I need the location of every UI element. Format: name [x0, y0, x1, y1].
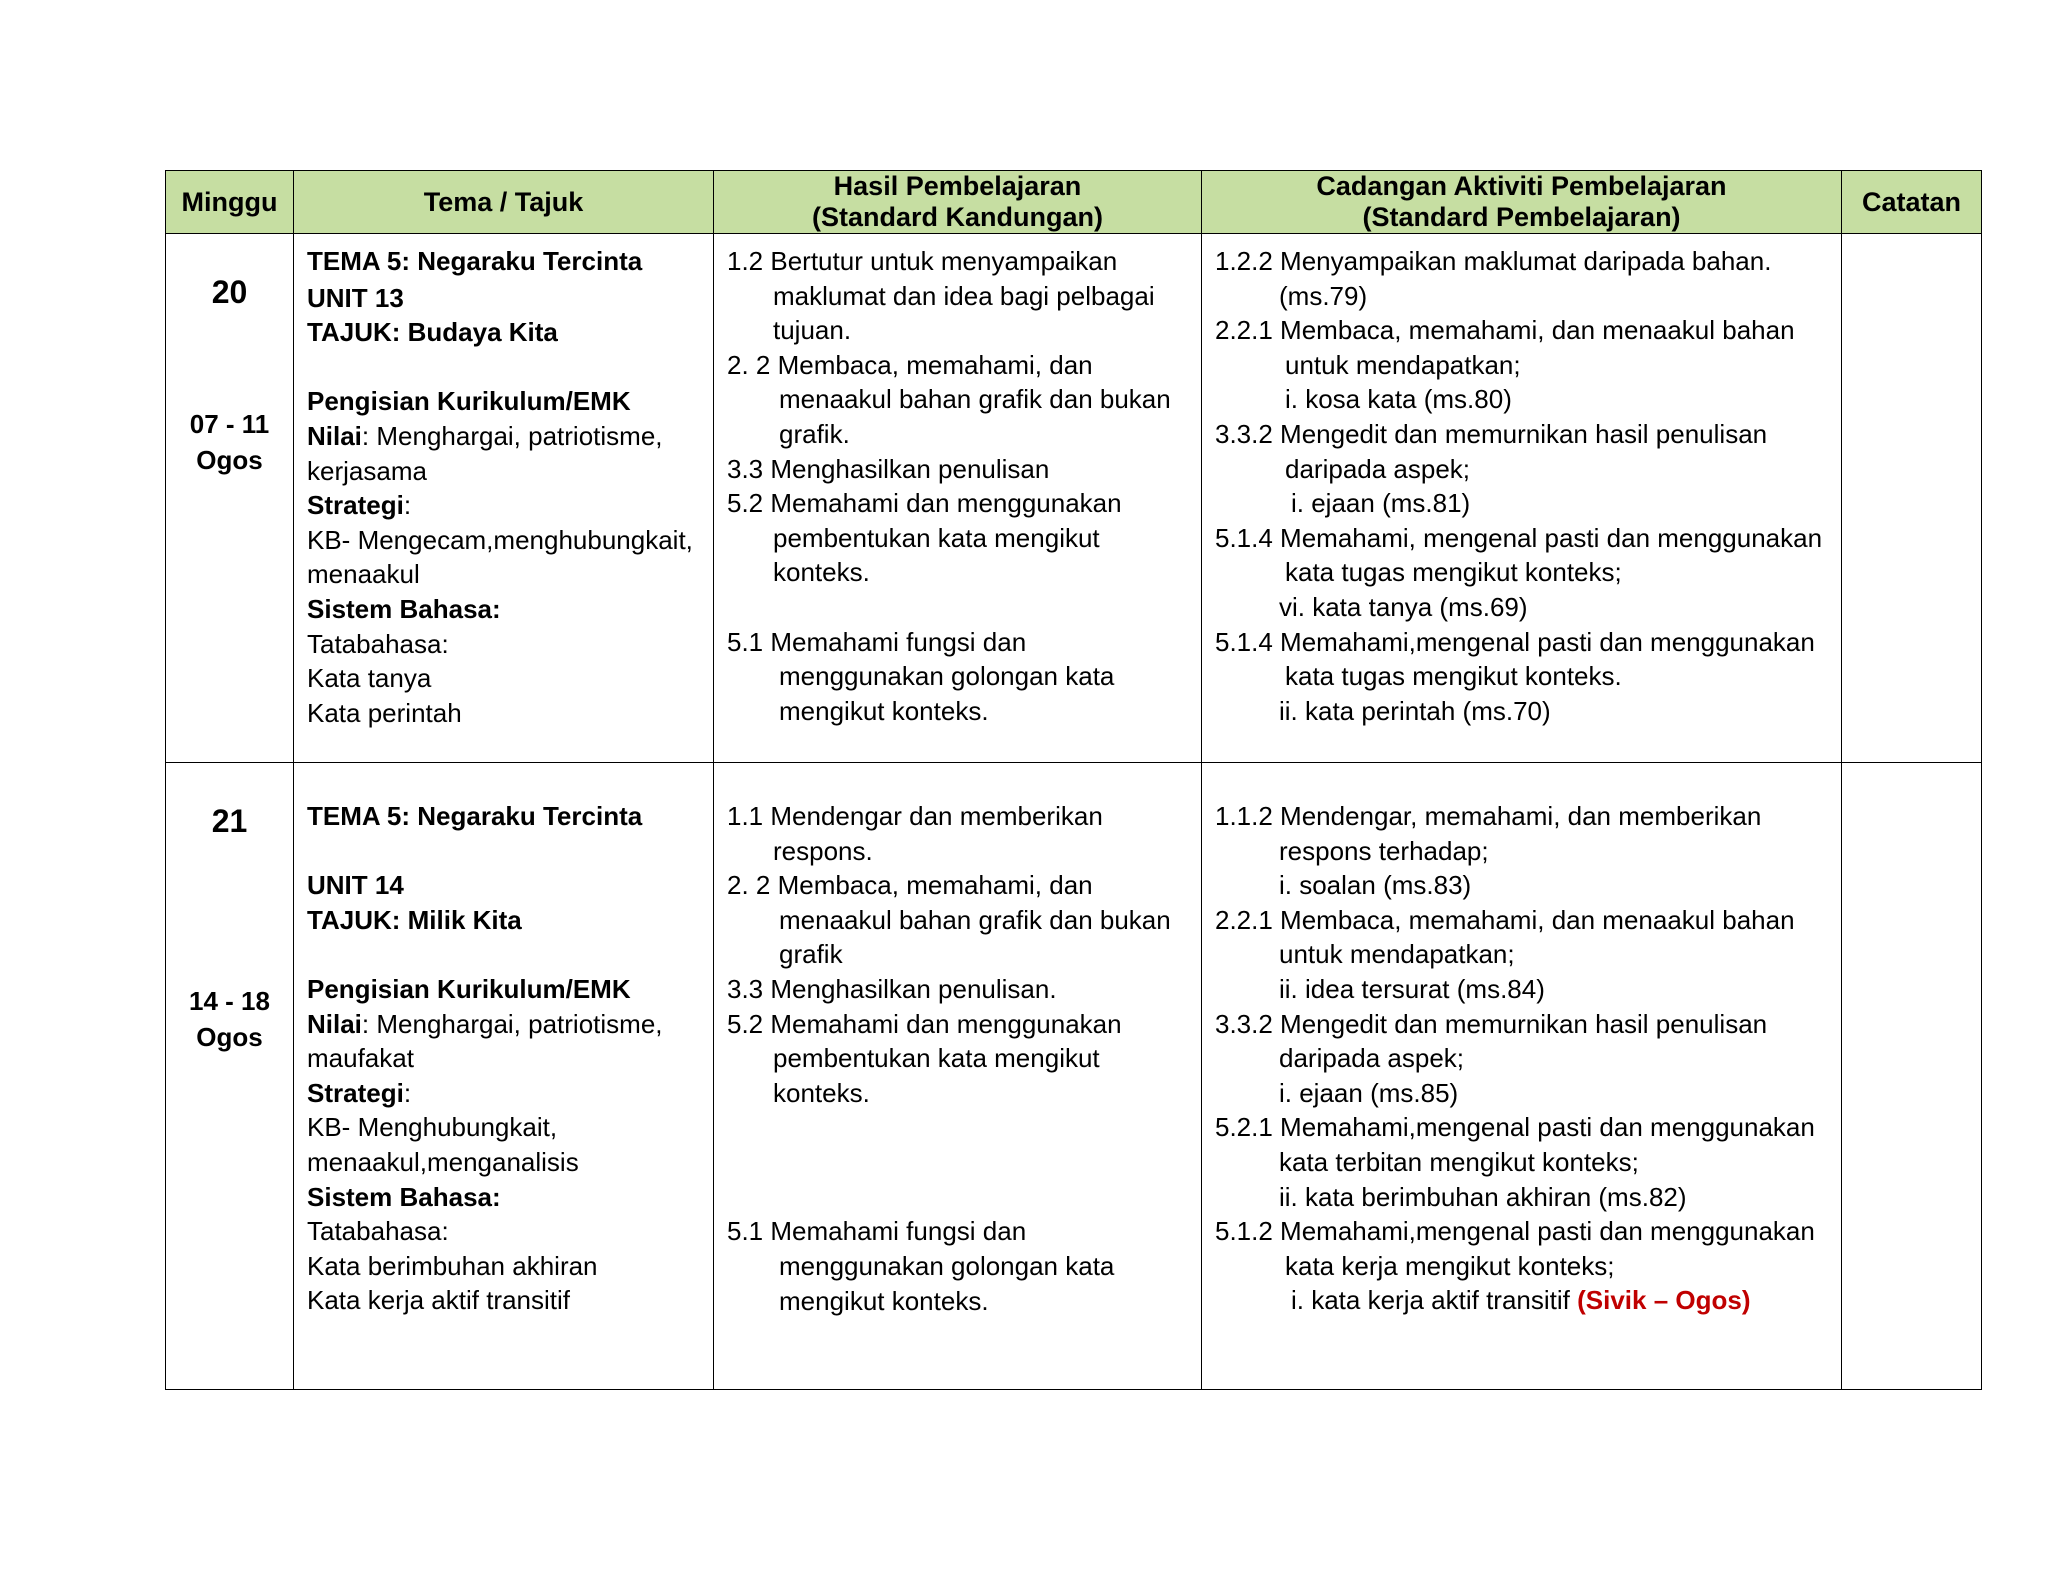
sistem-bahasa-label: Sistem Bahasa: — [307, 593, 501, 624]
cadangan-line: daripada aspek; — [1279, 1043, 1465, 1074]
cadangan-cell — [1202, 763, 1842, 1390]
strategi-values: KB- Mengecam,menghubungkait, — [307, 524, 693, 555]
tatabahasa-item: Kata tanya — [307, 663, 432, 694]
tajuk-label: TAJUK: Budaya Kita — [307, 317, 558, 348]
hasil-line: 1.2 Bertutur untuk menyampaikan — [727, 246, 1118, 276]
strategi-label: Strategi — [307, 1077, 404, 1108]
week-number: 20 — [211, 274, 248, 310]
hasil-line: pembentukan kata mengikut — [773, 522, 1100, 553]
hasil-line: 5.1 Memahami fungsi dan — [727, 626, 1027, 657]
tajuk-label: TAJUK: Milik Kita — [307, 904, 522, 935]
cadangan-line: vi. kata tanya (ms.69) — [1279, 591, 1528, 622]
tema-cell — [294, 763, 714, 1390]
cadangan-line: 2.2.1 Membaca, memahami, dan menaakul bahan — [1215, 904, 1795, 935]
hasil-line: menaakul bahan grafik dan bukan — [779, 384, 1171, 415]
hasil-line: mengikut konteks. — [779, 1285, 989, 1316]
header-catatan: Catatan — [1842, 171, 1982, 234]
strategi-line — [307, 1076, 701, 1111]
cadangan-line: 5.1.4 Memahami,mengenal pasti dan menggunakan — [1215, 626, 1815, 657]
hasil-line: 3.3 Menghasilkan penulisan. — [727, 973, 1057, 1004]
sivik-note: (Sivik – Ogos) — [1577, 1285, 1751, 1316]
hasil-line: respons. — [773, 835, 873, 866]
week-date-range: 14 - 18 — [189, 986, 270, 1016]
strategi-colon: : — [403, 1077, 412, 1108]
header-hasil-line-2: (Standard Kandungan) — [812, 202, 1103, 232]
catatan-cell — [1842, 234, 1982, 763]
cadangan-line: i. ejaan (ms.85) — [1279, 1077, 1459, 1108]
strategi-colon: : — [403, 490, 412, 521]
header-cadangan-line-2: (Standard Pembelajaran) — [1362, 202, 1681, 232]
cadangan-line: (ms.79) — [1279, 280, 1368, 311]
hasil-line: menaakul bahan grafik dan bukan — [779, 904, 1171, 935]
catatan-cell — [1842, 763, 1982, 1390]
week-dates — [170, 983, 289, 1055]
header-tema: Tema / Tajuk — [294, 171, 714, 234]
hasil-line: menggunakan golongan kata — [779, 661, 1115, 692]
hasil-cell — [714, 234, 1202, 763]
hasil-line: mengikut konteks. — [779, 695, 989, 726]
hasil-line: 1.1 Mendengar dan memberikan — [727, 801, 1103, 831]
cadangan-line: kata terbitan mengikut konteks; — [1279, 1146, 1639, 1177]
header-cadangan-line-1: Cadangan Aktiviti Pembelajaran — [1316, 171, 1727, 201]
week-number: 21 — [211, 803, 248, 839]
week-month: Ogos — [196, 445, 263, 475]
nilai-label: Nilai — [307, 1008, 362, 1039]
cadangan-line: 3.3.2 Mengedit dan memurnikan hasil penulisan — [1215, 418, 1768, 449]
cadangan-line: 1.1.2 Mendengar, memahami, dan memberikan — [1215, 801, 1762, 831]
cadangan-line: untuk mendapatkan; — [1279, 939, 1515, 970]
week-date-range: 07 - 11 — [189, 409, 270, 439]
cadangan-line: respons terhadap; — [1279, 835, 1489, 866]
nilai-values-cont: kerjasama — [307, 455, 427, 486]
header-cadangan — [1202, 171, 1842, 234]
tatabahasa-item: Kata perintah — [307, 697, 462, 728]
sistem-bahasa-label: Sistem Bahasa: — [307, 1181, 501, 1212]
hasil-line: menggunakan golongan kata — [779, 1250, 1115, 1281]
nilai-label: Nilai — [307, 420, 362, 451]
week-dates — [170, 406, 289, 478]
strategi-label: Strategi — [307, 490, 404, 521]
cadangan-text: i. kata kerja aktif transitif — [1291, 1285, 1578, 1316]
hasil-line: 2. 2 Membaca, memahami, dan — [727, 870, 1093, 901]
week-cell — [166, 763, 294, 1390]
hasil-line: konteks. — [773, 1077, 870, 1108]
week-month: Ogos — [196, 1022, 263, 1052]
table-row — [166, 234, 1982, 763]
table-row — [166, 763, 1982, 1390]
hasil-line: 2. 2 Membaca, memahami, dan — [727, 349, 1093, 380]
pengisian-label: Pengisian Kurikulum/EMK — [307, 386, 631, 417]
cadangan-line: 3.3.2 Mengedit dan memurnikan hasil penulisan — [1215, 1008, 1768, 1039]
cadangan-line: i. ejaan (ms.81) — [1291, 488, 1471, 519]
tema-cell — [294, 234, 714, 763]
tema-title: TEMA 5: Negaraku Tercinta — [307, 801, 643, 831]
cadangan-cell — [1202, 234, 1842, 763]
hasil-line: pembentukan kata mengikut — [773, 1043, 1100, 1074]
nilai-values-cont: maufakat — [307, 1043, 414, 1074]
nilai-values: : Menghargai, patriotisme, — [361, 1008, 663, 1039]
pengisian-label: Pengisian Kurikulum/EMK — [307, 973, 631, 1004]
cadangan-line: 5.1.2 Memahami,mengenal pasti dan menggunakan — [1215, 1216, 1815, 1247]
cadangan-line: ii. kata berimbuhan akhiran (ms.82) — [1279, 1181, 1687, 1212]
strategi-values-cont: menaakul — [307, 559, 420, 590]
strategi-line — [307, 488, 701, 523]
hasil-line: maklumat dan idea bagi pelbagai — [773, 280, 1155, 311]
header-hasil — [714, 171, 1202, 234]
header-minggu: Minggu — [166, 171, 294, 234]
hasil-line: 5.2 Memahami dan menggunakan — [727, 1008, 1122, 1039]
strategi-values-cont: menaakul,menganalisis — [307, 1146, 579, 1177]
cadangan-line: untuk mendapatkan; — [1285, 349, 1521, 380]
cadangan-line: 2.2.1 Membaca, memahami, dan menaakul bahan — [1215, 315, 1795, 346]
unit-label: UNIT 14 — [307, 870, 404, 901]
cadangan-line: i. kosa kata (ms.80) — [1285, 384, 1512, 415]
hasil-line: konteks. — [773, 557, 870, 588]
hasil-line: 5.2 Memahami dan menggunakan — [727, 488, 1122, 519]
hasil-line: 3.3 Menghasilkan penulisan — [727, 453, 1050, 484]
cadangan-line: kata tugas mengikut konteks. — [1285, 661, 1622, 692]
cadangan-line: 5.2.1 Memahami,mengenal pasti dan menggunakan — [1215, 1112, 1815, 1143]
nilai-line — [307, 419, 701, 454]
hasil-line: 5.1 Memahami fungsi dan — [727, 1216, 1027, 1247]
cadangan-line — [1215, 1283, 1829, 1318]
hasil-line: tujuan. — [773, 315, 852, 346]
hasil-line: grafik — [779, 939, 843, 970]
tatabahasa-label: Tatabahasa: — [307, 1216, 449, 1247]
tatabahasa-label: Tatabahasa: — [307, 628, 449, 659]
strategi-values: KB- Menghubungkait, — [307, 1112, 558, 1143]
table-header-row — [166, 171, 1982, 234]
cadangan-line: kata tugas mengikut konteks; — [1285, 557, 1622, 588]
tatabahasa-item: Kata kerja aktif transitif — [307, 1285, 570, 1316]
cadangan-line: daripada aspek; — [1285, 453, 1471, 484]
week-cell — [166, 234, 294, 763]
header-hasil-line-1: Hasil Pembelajaran — [833, 171, 1082, 201]
nilai-line — [307, 1007, 701, 1042]
hasil-cell — [714, 763, 1202, 1390]
tatabahasa-item: Kata berimbuhan akhiran — [307, 1250, 598, 1281]
cadangan-line: 5.1.4 Memahami, mengenal pasti dan menggunakan — [1215, 522, 1823, 553]
cadangan-line: ii. idea tersurat (ms.84) — [1279, 973, 1545, 1004]
cadangan-line: ii. kata perintah (ms.70) — [1279, 695, 1551, 726]
nilai-values: : Menghargai, patriotisme, — [361, 420, 663, 451]
lesson-plan-table — [165, 170, 1982, 1390]
hasil-line: grafik. — [779, 418, 850, 449]
cadangan-line: i. soalan (ms.83) — [1279, 870, 1472, 901]
lesson-plan-sheet — [165, 170, 1981, 1390]
cadangan-line: 1.2.2 Menyampaikan maklumat daripada bahan. — [1215, 246, 1772, 276]
tema-title: TEMA 5: Negaraku Tercinta — [307, 246, 643, 276]
cadangan-line: kata kerja mengikut konteks; — [1285, 1250, 1615, 1281]
unit-label: UNIT 13 — [307, 282, 404, 313]
